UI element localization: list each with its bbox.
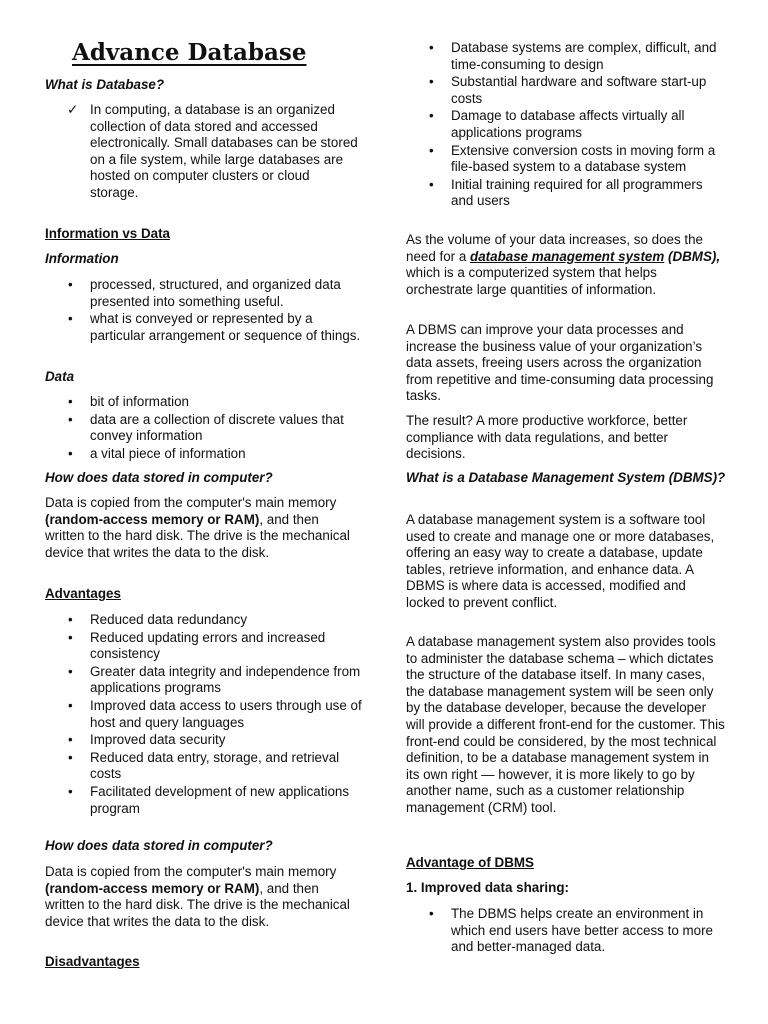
data-list: [45, 394, 361, 463]
list-item: • bit of information: [45, 394, 361, 411]
bold-text: (random-access memory or RAM): [45, 880, 260, 896]
list-item: • Improved data security: [45, 732, 365, 749]
list-item: • processed, structured, and organized data presented into something useful.: [45, 277, 361, 310]
list-item: • Facilitated development of new applications program: [45, 784, 365, 817]
disadvantages-heading: Disadvantages: [45, 954, 140, 969]
list-item: • Reduced data entry, storage, and retrieval costs: [45, 750, 365, 783]
disadvantages-list: [406, 40, 726, 211]
what-is-database-list: [45, 102, 361, 203]
result-paragraph: The result? A more productive workforce, better compliance with data regulations, and better decisions.: [406, 413, 688, 462]
dbms-tools-paragraph: A database management system also provides tools to administer the database schema – which dictates the structure of the database itself. In many cases, the database management system will be seen only by the database developer, because the developer will provide a different front-end for the customer. This front-end could be considered, by the most technical definition, to be a database management system in its own right — however, it is more likely to go by another name, such as a customer relationship management (CRM) tool.: [406, 634, 725, 815]
list-item: • Improved data access to users through use of host and query languages: [45, 698, 365, 731]
list-item: ✓ In computing, a database is an organized collection of data stored and accessed electronically. Small databases can be stored on a file system, while large databases are hosted on computer clusters or cloud storage.: [45, 102, 361, 202]
list-item: • Greater data integrity and independence from applications programs: [45, 664, 365, 697]
dbms-definition-paragraph: A database management system is a software tool used to create and manage one or more databases, offering an easy way to create a database, update tables, retrieve information, and enhance data. A DBMS is where data is accessed, modified and locked to prevent conflict.: [406, 512, 715, 610]
list-item: • Substantial hardware and software start-up costs: [406, 74, 726, 107]
list-item: • Reduced updating errors and increased consistency: [45, 630, 365, 663]
text-span: Data is copied from the computer's main memory: [45, 864, 337, 879]
list-item: • Extensive conversion costs in moving form a file-based system to a database system: [406, 143, 726, 176]
what-is-dbms-heading: What is a Database Management System (DBMS)?: [406, 470, 726, 485]
information-list: [45, 277, 361, 345]
document-title: Advance Database: [72, 39, 307, 66]
data-heading: Data: [45, 369, 75, 384]
text-span: , and then written to the hard disk. The drive is the mechanical device that writes the data to the disk.: [45, 880, 350, 929]
text-span: Data is copied from the computer's main memory: [45, 495, 337, 510]
how-stored-paragraph: [45, 864, 355, 930]
how-stored-heading: How does data stored in computer?: [45, 838, 273, 853]
how-stored-heading: How does data stored in computer?: [45, 470, 273, 485]
list-item: • Reduced data redundancy: [45, 612, 365, 629]
list-item: • Initial training required for all programmers and users: [406, 177, 726, 210]
information-vs-data-heading: Information vs Data: [45, 226, 171, 241]
list-item: • Damage to database affects virtually all applications programs: [406, 108, 726, 141]
dbms-volume-paragraph: [406, 232, 726, 298]
bold-text: (random-access memory or RAM): [45, 511, 260, 527]
how-stored-paragraph: [45, 495, 355, 561]
list-item: • Database systems are complex, difficult, and time-consuming to design: [406, 40, 726, 73]
text-span: As the volume of your data increases, so does the need for a: [406, 232, 703, 264]
what-is-database-heading: What is Database?: [45, 77, 165, 92]
advantages-list: [45, 612, 365, 818]
advantage-of-dbms-heading: Advantage of DBMS: [406, 855, 534, 870]
dbms-link[interactable]: database management system: [470, 248, 665, 264]
list-item: • a vital piece of information: [45, 446, 361, 463]
data-sharing-list: [406, 906, 726, 957]
list-item: • data are a collection of discrete values that convey information: [45, 412, 361, 445]
text-span: , and then written to the hard disk. The drive is the mechanical device that writes the data to the disk.: [45, 511, 350, 560]
improved-data-sharing-heading: 1. Improved data sharing:: [406, 880, 569, 895]
list-item: • what is conveyed or represented by a particular arrangement or sequence of things.: [45, 311, 361, 344]
advantages-heading: Advantages: [45, 586, 121, 601]
dbms-improve-paragraph: A DBMS can improve your data processes and increase the business value of your organization’s data assets, freeing users across the organization from repetitive and time-consuming data processing tasks.: [406, 322, 714, 404]
list-item: • The DBMS helps create an environment in which end users have better access to more and better-managed data.: [406, 906, 726, 956]
bold-italic-text: (DBMS),: [664, 248, 721, 264]
information-heading: Information: [45, 251, 119, 266]
text-span: which is a computerized system that helps orchestrate large quantities of information.: [406, 265, 657, 297]
